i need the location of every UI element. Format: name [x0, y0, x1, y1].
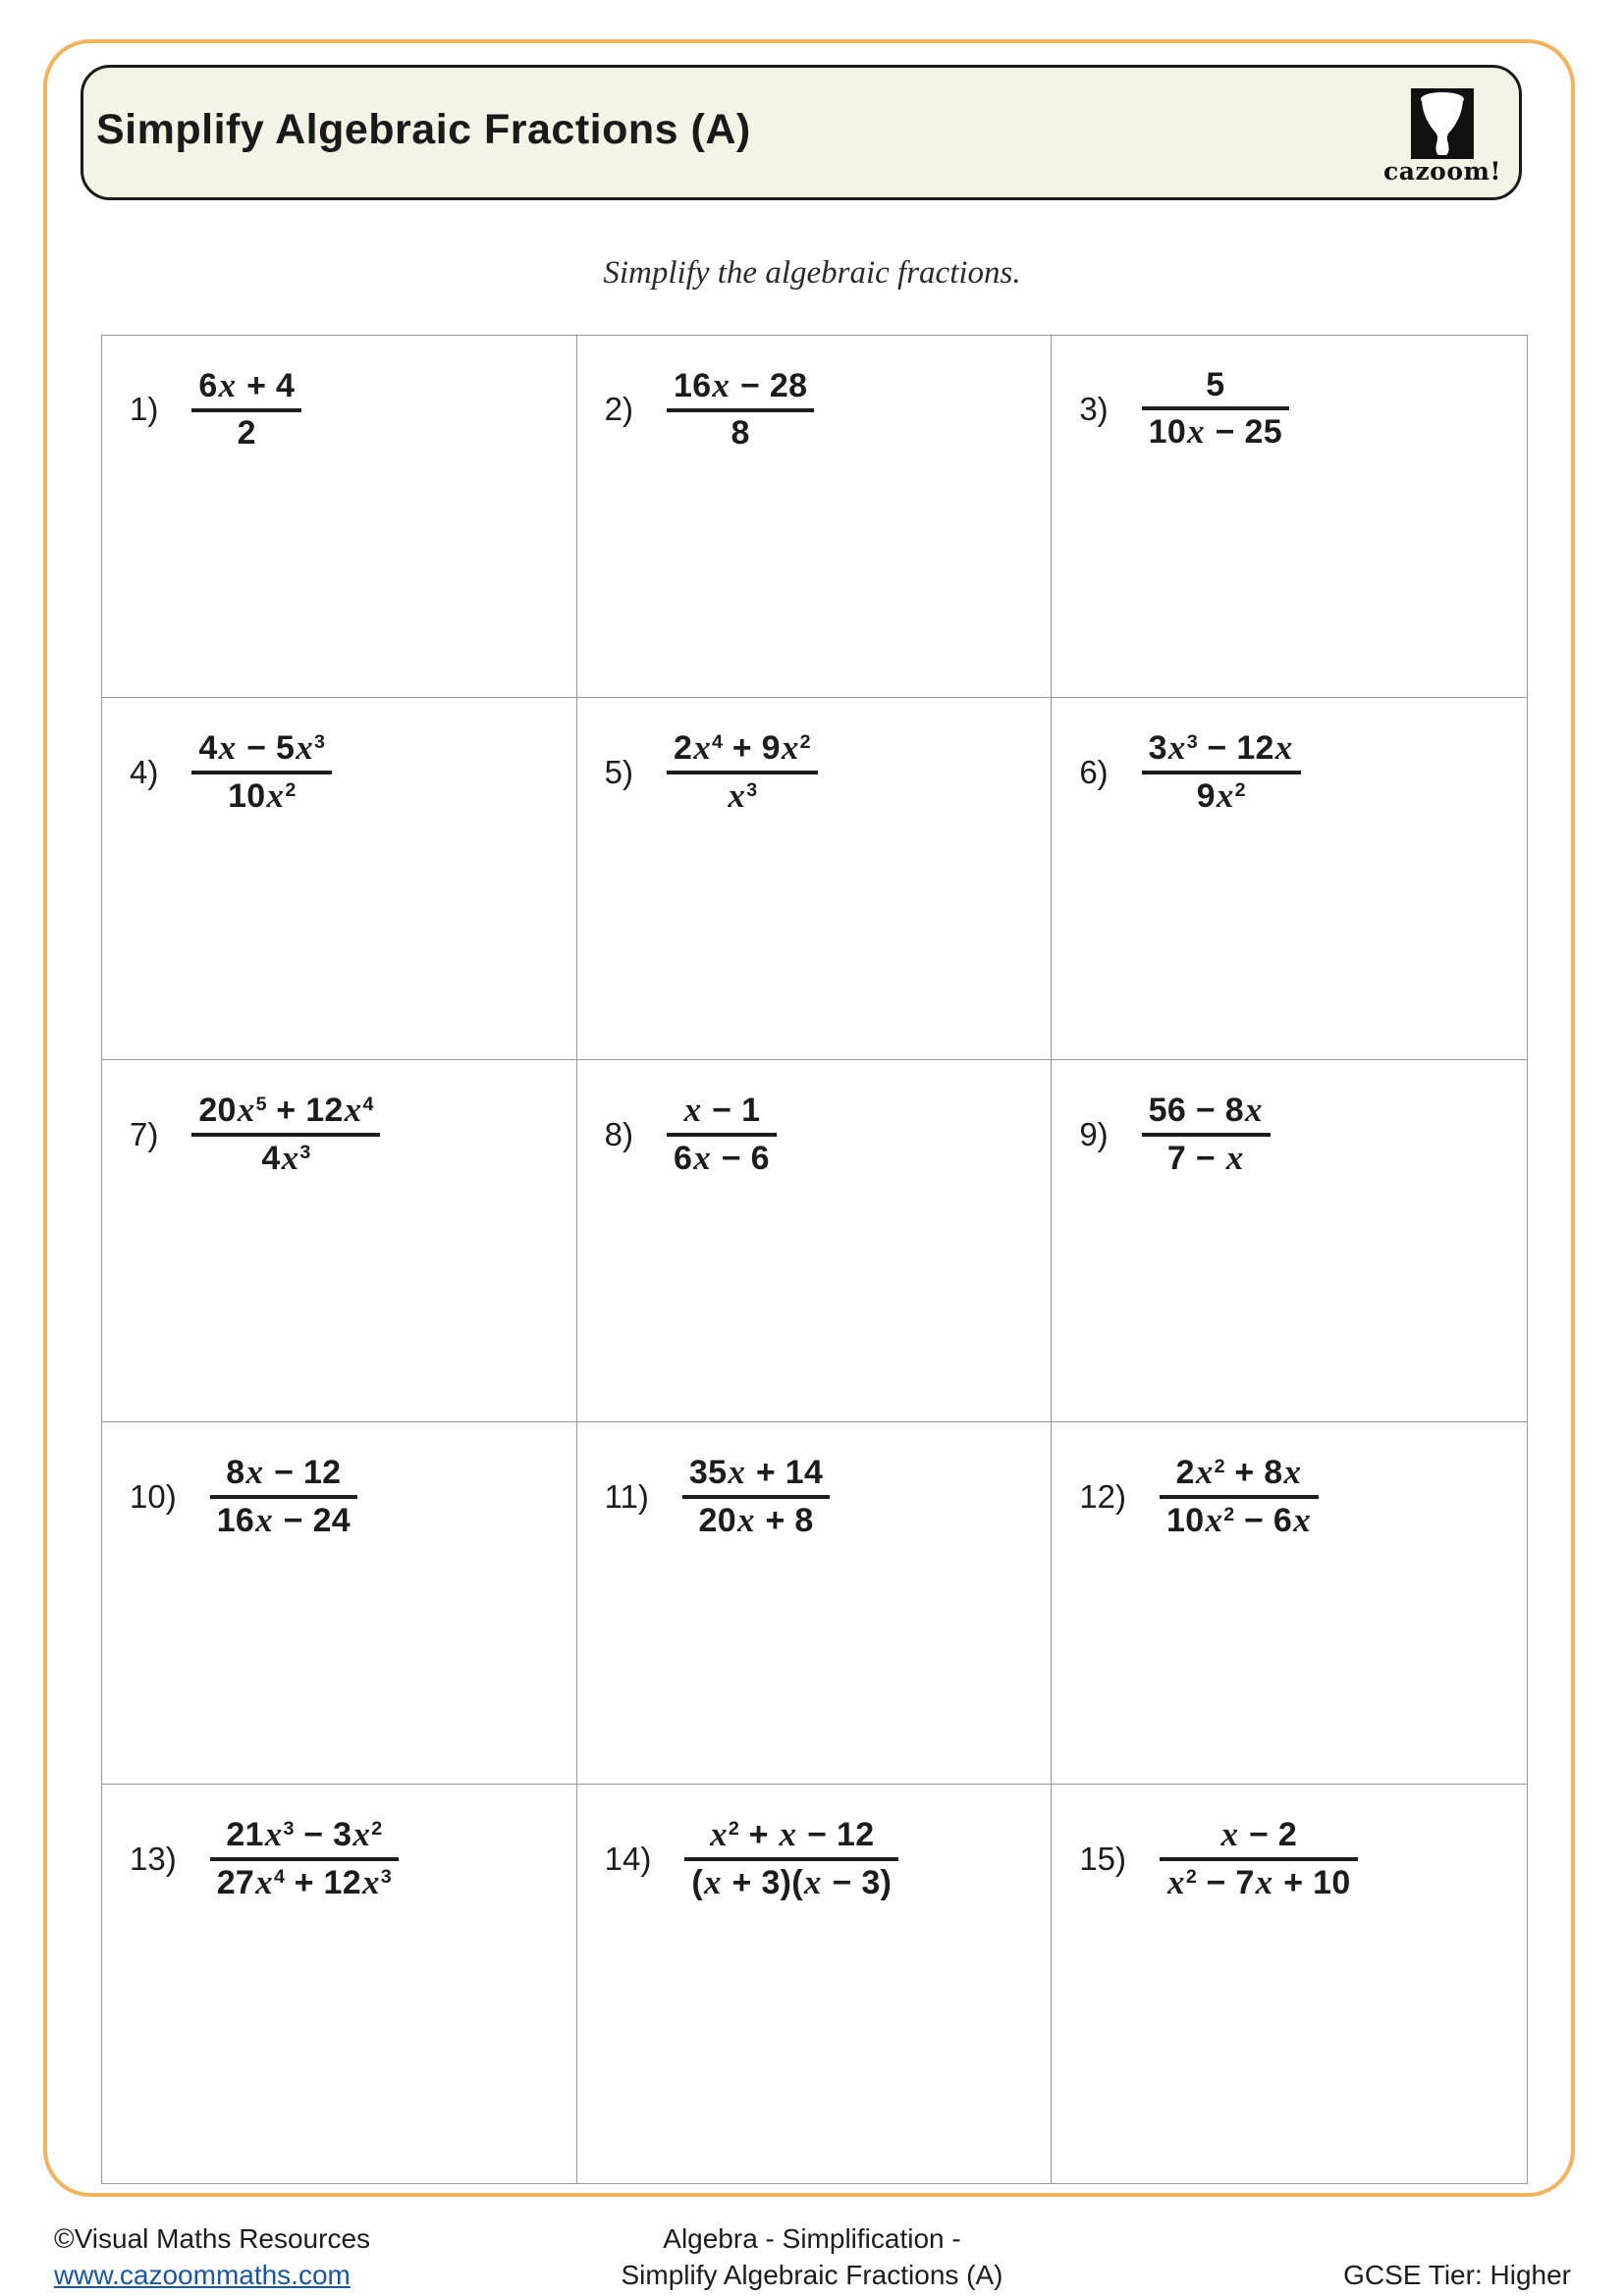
- fraction: [682, 1454, 830, 1539]
- fraction-denominator: $10x^2$: [228, 775, 297, 815]
- fraction-numerator: 5: [1206, 366, 1225, 403]
- fraction: [667, 367, 814, 452]
- fraction-denominator: (x + 3)(x − 3): [691, 1862, 893, 1901]
- fraction-numerator: $3x^3 - 12x$: [1148, 728, 1293, 767]
- footer-credit: ©Visual Maths Resources: [54, 2223, 371, 2254]
- fraction: [1142, 1092, 1271, 1177]
- fraction-denominator: 16x − 24: [216, 1500, 352, 1539]
- fraction: [1142, 729, 1301, 815]
- problem-cell: [1052, 1060, 1527, 1422]
- problem-number: 10): [130, 1477, 177, 1515]
- logo-wordmark: cazoom!: [1383, 157, 1501, 186]
- problem-number: 1): [130, 390, 159, 427]
- fraction-numerator: x − 1: [683, 1091, 761, 1129]
- problem-cell: [1052, 336, 1527, 698]
- fraction: [210, 1454, 357, 1539]
- fraction-bar: [1160, 1495, 1319, 1499]
- problem-number: 4): [130, 753, 159, 790]
- problem-cell: [102, 336, 577, 698]
- problem: [130, 367, 301, 452]
- fraction-bar: [667, 771, 818, 774]
- fraction-denominator: $x^2 - 7x + 10$: [1167, 1862, 1351, 1901]
- problem-cell: [102, 1785, 577, 2183]
- problem-cell: [577, 1422, 1053, 1785]
- fraction: [1160, 1454, 1319, 1539]
- fraction-bar: [191, 771, 332, 774]
- fraction-bar: [684, 1857, 898, 1861]
- problem-number: 2): [604, 390, 633, 427]
- problem-cell: [102, 698, 577, 1060]
- problem-number: 8): [604, 1115, 633, 1152]
- problem-cell: [102, 1060, 577, 1422]
- problem-cell: [1052, 1422, 1527, 1785]
- problem: [605, 1092, 777, 1177]
- problem: [130, 1816, 399, 1901]
- drum-icon: [1411, 88, 1474, 159]
- problem-number: 11): [604, 1477, 649, 1515]
- fraction-bar: [210, 1857, 399, 1861]
- fraction-denominator: $27x^4 + 12x^3$: [216, 1862, 392, 1901]
- footer-website-link[interactable]: www.cazoommaths.com: [54, 2260, 351, 2290]
- fraction-bar: [1142, 771, 1301, 774]
- fraction-numerator: $2x^4 + 9x^2$: [674, 728, 811, 767]
- fraction-bar: [667, 408, 814, 412]
- fraction-numerator: 35x + 14: [688, 1453, 824, 1491]
- fraction: [191, 729, 332, 815]
- problem: [1079, 1092, 1270, 1177]
- problem: [605, 1454, 831, 1539]
- problem: [130, 1454, 357, 1539]
- fraction-bar: [682, 1495, 830, 1499]
- fraction-denominator: $4x^3$: [261, 1138, 311, 1177]
- fraction-denominator: 7 − x: [1166, 1138, 1244, 1177]
- fraction: [1160, 1816, 1358, 1901]
- fraction: [667, 1092, 777, 1177]
- problem: [1079, 1816, 1357, 1901]
- fraction-numerator: x − 2: [1220, 1815, 1298, 1853]
- problem-number: 15): [1079, 1840, 1127, 1877]
- instruction-text: Simplify the algebraic fractions.: [603, 255, 1021, 291]
- problem-cell: [577, 336, 1053, 698]
- problem-cell: [1052, 698, 1527, 1060]
- problem-cell: [577, 1060, 1053, 1422]
- fraction-numerator: 56 − 8x: [1148, 1091, 1263, 1129]
- fraction-denominator: 6x − 6: [674, 1138, 770, 1177]
- fraction-numerator: $2x^2 + 8x$: [1175, 1453, 1302, 1491]
- problem-number: 9): [1079, 1115, 1109, 1152]
- fraction: [191, 1092, 380, 1177]
- fraction-bar: [191, 408, 301, 412]
- problem-number: 14): [604, 1840, 652, 1877]
- footer-category-line2: Simplify Algebraic Fractions (A): [621, 2260, 1003, 2290]
- fraction: [210, 1816, 399, 1901]
- fraction: [684, 1816, 898, 1901]
- problem: [1079, 729, 1300, 815]
- problem: [605, 729, 818, 815]
- problem: [130, 1092, 380, 1177]
- problem: [605, 367, 815, 452]
- problem: [1079, 1454, 1319, 1539]
- fraction: [191, 367, 301, 452]
- fraction-denominator: $9x^2$: [1196, 775, 1246, 815]
- problem: [1079, 367, 1289, 452]
- problem: [605, 1816, 899, 1901]
- fraction-denominator: 10x − 25: [1148, 412, 1282, 452]
- fraction-numerator: $20x^5 + 12x^4$: [198, 1091, 374, 1129]
- problems-table: [101, 335, 1528, 2184]
- fraction-bar: [191, 1133, 380, 1137]
- problem-number: 5): [604, 753, 633, 790]
- fraction-numerator: 6x + 4: [198, 366, 296, 404]
- fraction-denominator: 2: [237, 413, 256, 452]
- fraction-numerator: $21x^3 - 3x^2$: [226, 1815, 383, 1853]
- fraction-bar: [210, 1495, 357, 1499]
- problem: [130, 729, 332, 815]
- fraction: [1142, 367, 1289, 452]
- problem-cell: [102, 1422, 577, 1785]
- problem-number: 13): [130, 1840, 177, 1877]
- fraction-denominator: 8: [731, 413, 750, 452]
- fraction-denominator: $x^3$: [728, 775, 758, 815]
- problem-number: 12): [1079, 1477, 1127, 1515]
- fraction-bar: [1142, 406, 1289, 410]
- fraction-bar: [1160, 1857, 1358, 1861]
- fraction-bar: [667, 1133, 777, 1137]
- fraction-bar: [1142, 1133, 1271, 1137]
- footer-tier: GCSE Tier: Higher: [1343, 2260, 1571, 2290]
- problem-cell: [577, 1785, 1053, 2183]
- fraction-numerator: $4x - 5x^3$: [198, 728, 326, 767]
- problem-cell: [577, 698, 1053, 1060]
- fraction-denominator: 20x + 8: [698, 1500, 814, 1539]
- cazoom-logo: [1411, 88, 1474, 159]
- footer-category-line1: Algebra - Simplification -: [663, 2223, 961, 2254]
- page-title: Simplify Algebraic Fractions (A): [96, 106, 751, 153]
- fraction: [667, 729, 818, 815]
- problem-cell: [1052, 1785, 1527, 2183]
- fraction-numerator: 16x − 28: [674, 366, 808, 404]
- fraction-numerator: 8x − 12: [226, 1453, 342, 1491]
- problem-number: 7): [130, 1115, 159, 1152]
- problem-number: 3): [1079, 390, 1109, 427]
- fraction-numerator: $x^2 + x - 12$: [710, 1815, 875, 1853]
- fraction-denominator: $10x^2 - 6x$: [1166, 1500, 1311, 1539]
- problem-number: 6): [1079, 753, 1109, 790]
